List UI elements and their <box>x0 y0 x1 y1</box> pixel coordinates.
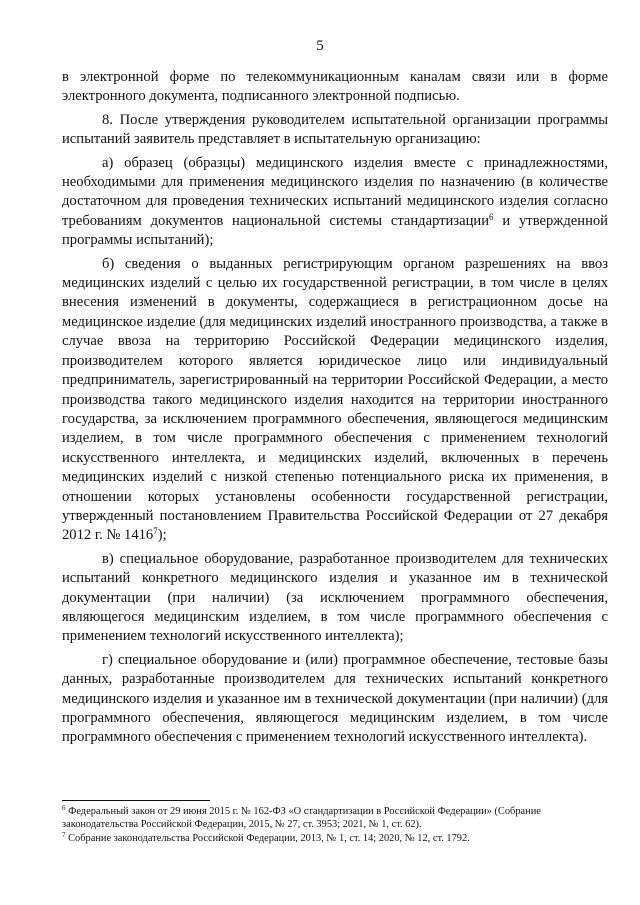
item-a-tail: и утвержденной программы испытаний); <box>62 212 608 249</box>
footnote-mark-6: 6 <box>62 804 66 812</box>
paragraph-item-v: в) специальное оборудование, разработанное производителем для технических испытаний конкретного медицинского изделия и указанное им в технической документации (при наличии) (за исключением программного обеспечения, являющегося медицинским изделием, в том числе программного обеспечения с применением технологий искусственного интеллекта); <box>62 550 608 645</box>
paragraph-continuation: в электронной форме по телекоммуникационным каналам связи или в форме электронного документа, подписанного электронной подписью. <box>62 69 608 105</box>
paragraph-item-g: г) специальное оборудование и (или) программное обеспечение, тестовые базы данных, разработанные производителем для технических испытаний конкретного медицинского изделия и указанное им в технической документации (при наличии) (для программного обеспечения, являющегося медицинским изделием, в том числе программного обеспечения с применением технологий искусственного интеллекта). <box>62 651 608 746</box>
footnote-6-text: Федеральный закон от 29 июня 2015 г. № 162-ФЗ «О стандартизации в Российской Федерации» (Собрание законодательства Российской Федерации, 2015, № 27, ст. 3953; 2021, № 1, ст. 62). <box>62 806 541 830</box>
footnotes <box>62 806 608 848</box>
footnote-7 <box>62 833 608 846</box>
item-a-text: а) образец (образцы) медицинского изделия вместе с принадлежностями, необходимыми для применения медицинского изделия по назначению (в количестве достаточном для проведения технических испытаний медицинского изделия согласно требованиям документов национальной системы стандартизации <box>62 154 608 229</box>
footnote-divider <box>62 800 210 801</box>
footnote-ref-7[interactable]: 7 <box>153 526 158 537</box>
footnote-7-text: Собрание законодательства Российской Федерации, 2013, № 1, ст. 14; 2020, № 12, ст. 1792. <box>68 833 470 845</box>
item-b-tail: ); <box>157 527 167 544</box>
page-number: 5 <box>316 38 324 54</box>
footnote-mark-7: 7 <box>62 831 66 840</box>
footnote-6 <box>62 806 608 831</box>
paragraph-item-b <box>62 255 608 546</box>
main-text <box>62 68 608 752</box>
footnote-ref-6[interactable]: 6 <box>489 211 494 222</box>
paragraph-item-a <box>62 154 608 251</box>
paragraph-item-8: 8. После утверждения руководителем испытательной организации программы испытаний заявитель представляет в испытательную организацию: <box>62 111 608 148</box>
item-b-text: б) сведения о выданных регистрирующим органом разрешениях на ввоз медицинских изделий с целью их государственной регистрации, в том числе в целях внесения изменений в документы, содержащиеся в регистрационном досье на медицинское изделие (для медицинских изделий иностранного производства, а также в случае ввоза на территорию Российской Федерации медицинского изделия, производителем которого является юридическое лицо или индивидуальный предприниматель, зарегистрированный на территории Российской Федерации, а место производства такого медицинского изделия находится на территории иностранного государства, за исключением программного обеспечения, являющегося медицинским изделием, в том числе программного обеспечения с применением технологий искусственного интеллекта, и медицинских изделий, включенных в перечень медицинских изделий с низкой степенью потенциального риска их применения, в отношении которых установлены особенности государственной регистрации, утвержденный постановлением Правительства Российской Федерации от 27 декабря 2012 г. № 1416 <box>62 255 608 544</box>
